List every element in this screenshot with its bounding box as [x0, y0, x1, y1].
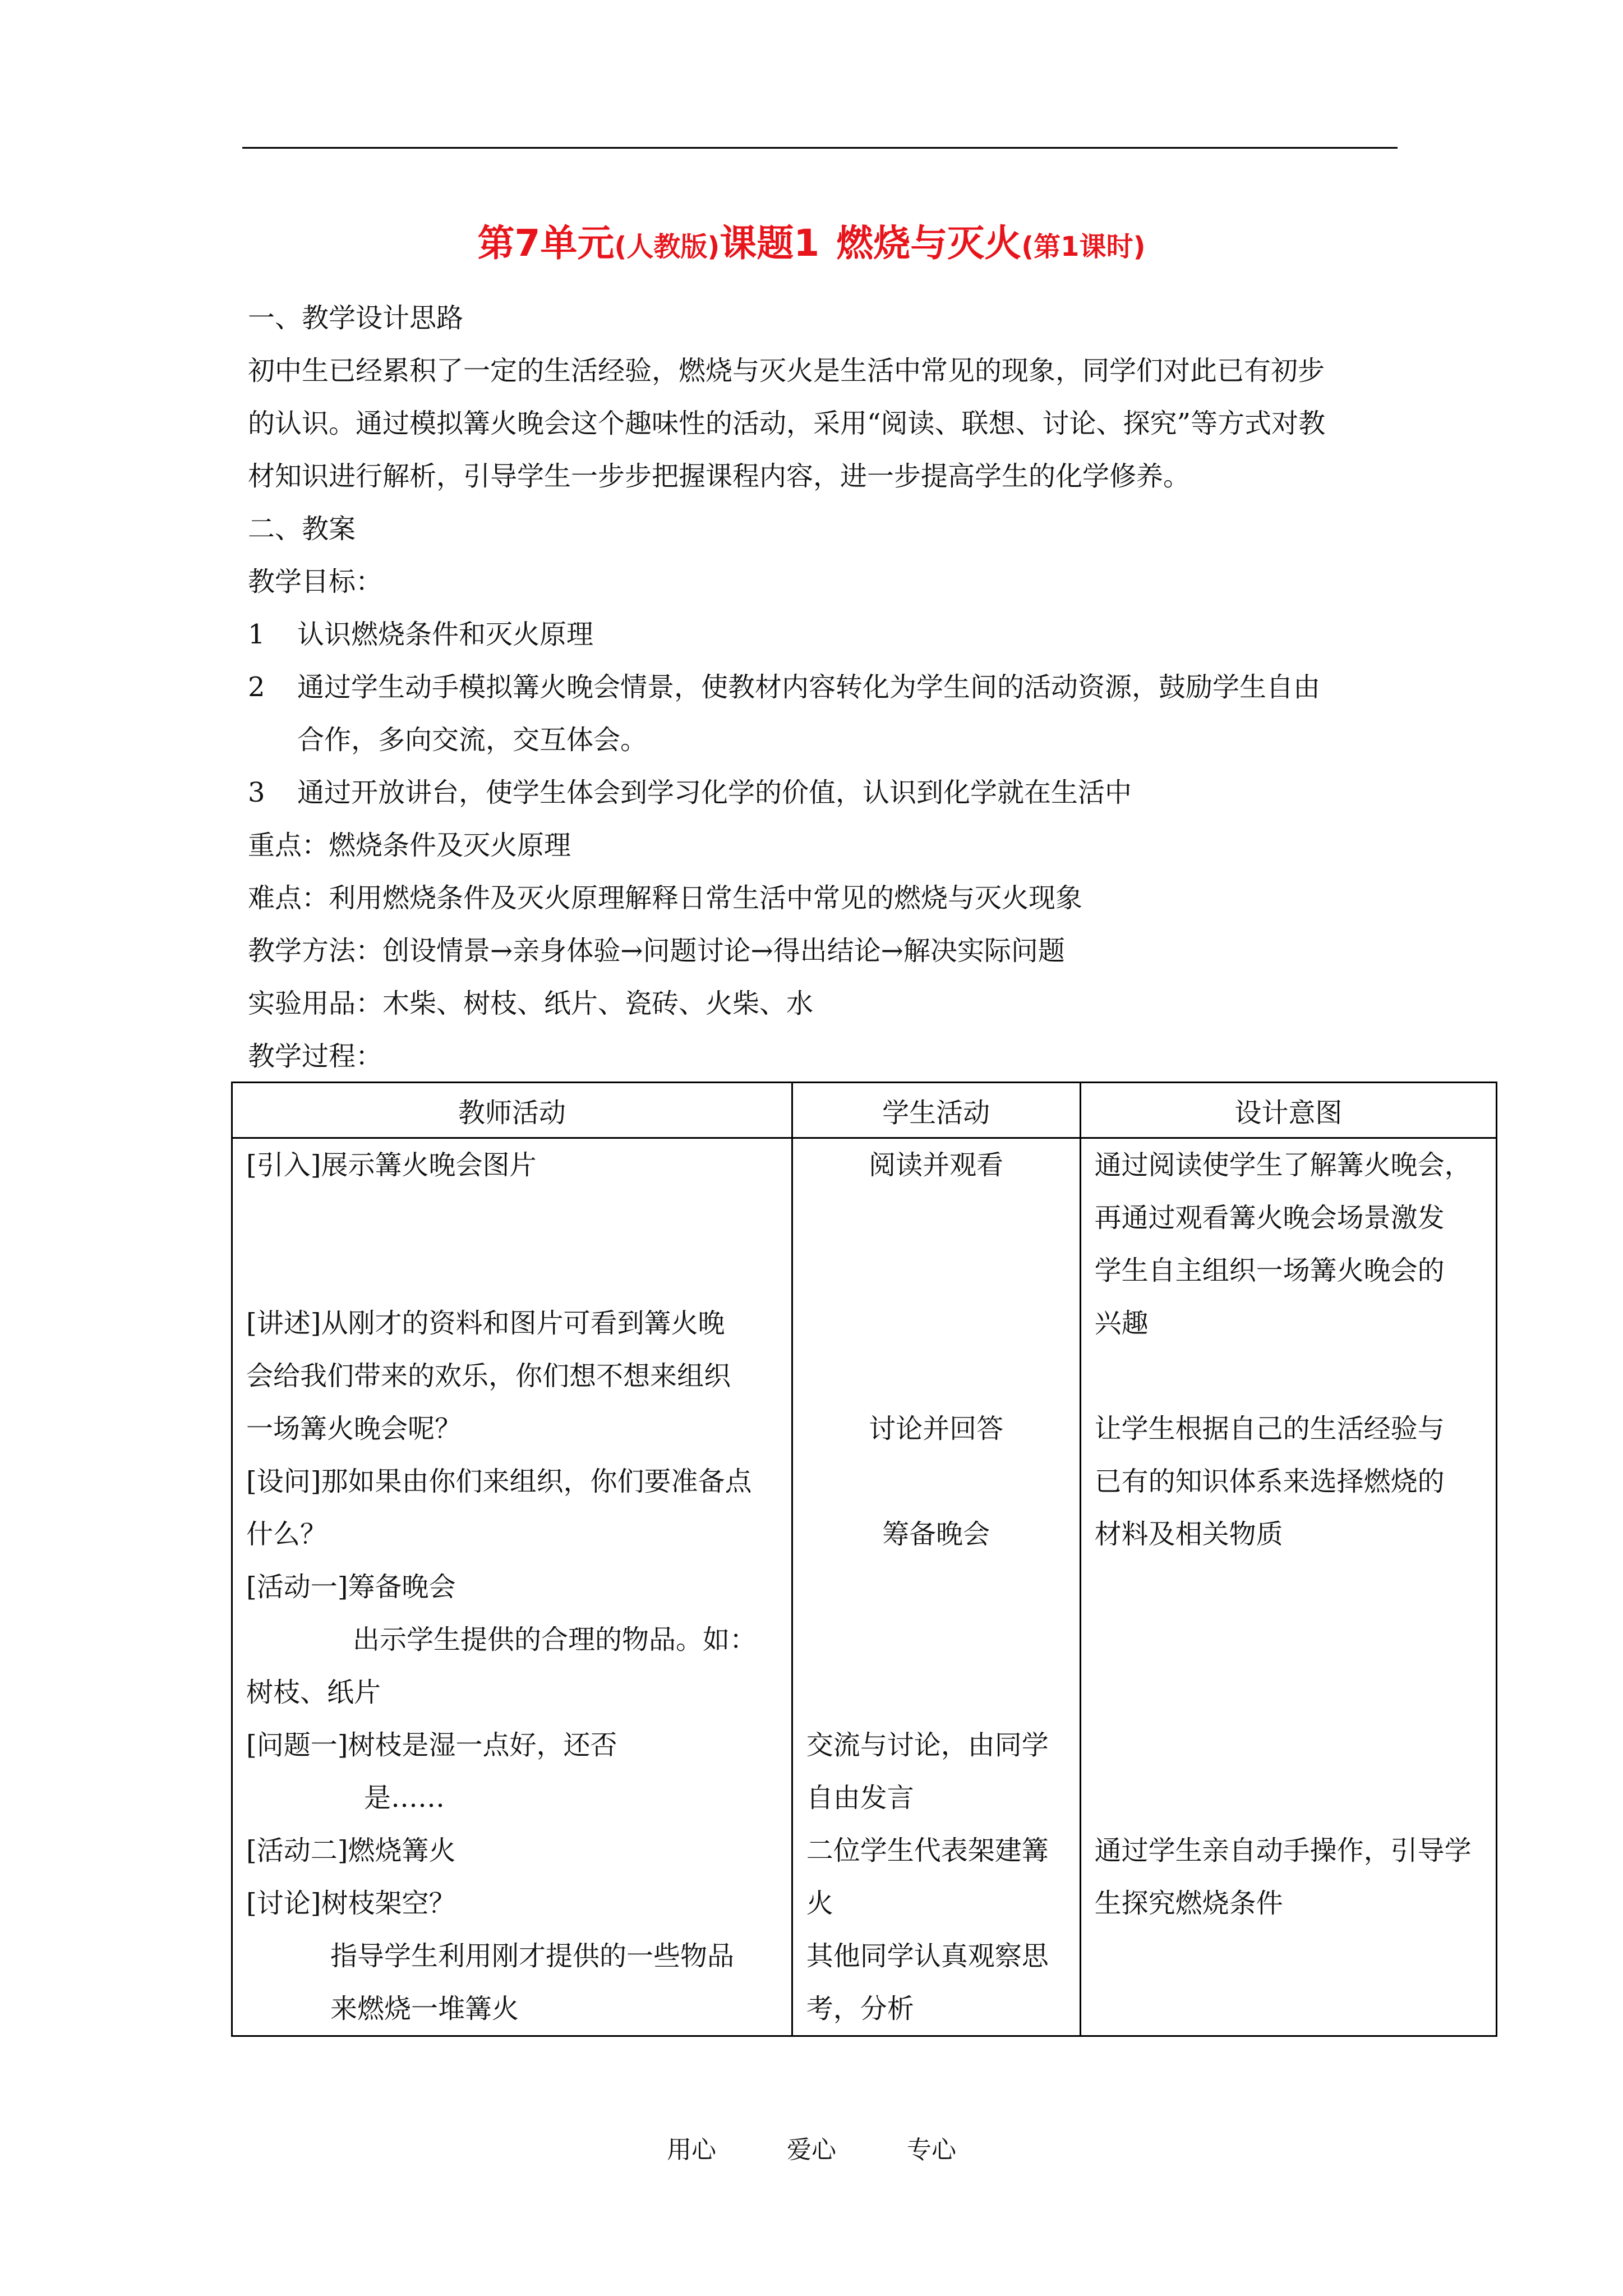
table-line: 阅读并观看 — [869, 1149, 1004, 1181]
section1-para-line: 初中生已经累积了一定的生活经验，燃烧与灭火是生活中常见的现象，同学们对此已有初步 — [248, 355, 1325, 386]
table-line — [1095, 1350, 1482, 1402]
table-line: [设问]那如果由你们来组织，你们要准备点 — [246, 1466, 752, 1497]
table-line: [活动一]筹备晚会 — [246, 1571, 456, 1603]
table-line — [806, 1297, 1066, 1350]
table-line — [806, 1666, 1066, 1719]
title-lesson: 课题1 — [720, 222, 820, 265]
table-line: [引入]展示篝火晚会图片 — [246, 1149, 537, 1181]
table-line: 再通过观看篝火晚会场景激发 — [1094, 1202, 1445, 1234]
table-line — [1095, 1666, 1482, 1719]
table-line — [806, 1191, 1066, 1244]
table-line: 材料及相关物质 — [1094, 1519, 1283, 1550]
table-line: 来燃烧一堆篝火 — [330, 1993, 519, 2024]
design-intent-cell — [1080, 1138, 1496, 2036]
table-line: 会给我们带来的欢乐，你们想不想来组织 — [246, 1360, 731, 1392]
table-line — [806, 1244, 1066, 1297]
goal-item — [248, 608, 1398, 661]
goal-text: 通过学生动手模拟篝火晚会情景，使教材内容转化为学生间的活动资源，鼓励学生自由 — [297, 671, 1321, 703]
table-line: 通过学生亲自动手操作，引导学 — [1094, 1835, 1472, 1866]
table-line: [讨论]树枝架空？ — [246, 1888, 456, 1919]
table-line: 兴趣 — [1094, 1308, 1149, 1339]
table-line — [806, 1561, 1066, 1613]
section1-para-line: 的认识。通过模拟篝火晚会这个趣味性的活动，采用“阅读、联想、讨论、探究”等方式对教 — [248, 408, 1326, 439]
table-line: 生探究燃烧条件 — [1094, 1888, 1283, 1919]
footer-item: 爱心 — [787, 2136, 836, 2164]
goals-label: 教学目标： — [248, 566, 383, 597]
goal-text: 通过开放讲台，使学生体会到学习化学的价值，认识到化学就在生活中 — [297, 777, 1132, 808]
teaching-method: 教学方法：创设情景→亲身体验→问题讨论→得出结论→解决实际问题 — [248, 935, 1065, 967]
table-line: 出示学生提供的合理的物品。如： — [353, 1624, 757, 1655]
table-line: [活动二]燃烧篝火 — [246, 1835, 456, 1866]
table-line: 学生自主组织一场篝火晚会的 — [1094, 1255, 1445, 1286]
title-period: (第1课时) — [1021, 231, 1146, 263]
table-line: 是…… — [364, 1782, 445, 1814]
table-line: 筹备晚会 — [882, 1519, 990, 1550]
header-student-activity: 学生活动 — [792, 1083, 1080, 1138]
table-line: 什么？ — [246, 1519, 328, 1550]
table-line — [806, 1350, 1066, 1402]
footer-item: 用心 — [667, 2136, 716, 2164]
section2-heading: 二、教案 — [248, 513, 356, 545]
table-line: 其他同学认真观察思 — [806, 1940, 1049, 1972]
document-title — [0, 213, 1623, 266]
table-row — [232, 1138, 1497, 2036]
section1-heading: 一、教学设计思路 — [248, 302, 464, 334]
goal-text: 认识燃烧条件和灭火原理 — [297, 619, 594, 650]
table-line: 通过阅读使学生了解篝火晚会， — [1094, 1149, 1472, 1181]
goal-number: 1 — [248, 619, 265, 650]
key-point: 重点：燃烧条件及灭火原理 — [248, 830, 571, 861]
table-line — [1095, 1719, 1482, 1772]
footer-item: 专心 — [907, 2136, 956, 2164]
table-line: [问题一]树枝是湿一点好，还否 — [246, 1729, 617, 1761]
page-footer — [0, 2129, 1623, 2165]
document-body — [248, 292, 1398, 1083]
goal-item — [248, 661, 1398, 714]
table-line — [246, 1244, 778, 1297]
table-line: 自由发言 — [806, 1782, 914, 1814]
table-line: 让学生根据自己的生活经验与 — [1094, 1413, 1445, 1444]
table-line — [246, 1191, 778, 1244]
table-line: 一场篝火晚会呢？ — [246, 1413, 462, 1444]
student-activity-cell — [792, 1138, 1080, 2036]
table-line: 考，分析 — [806, 1993, 914, 2024]
title-unit: 第7单元 — [477, 222, 615, 265]
table-line — [806, 1455, 1066, 1508]
table-line — [806, 1613, 1066, 1666]
difficulty: 难点：利用燃烧条件及灭火原理解释日常生活中常见的燃烧与灭火现象 — [248, 882, 1083, 914]
table-line: 讨论并回答 — [869, 1413, 1004, 1444]
table-line — [1095, 1613, 1482, 1666]
materials: 实验用品：木柴、树枝、纸片、瓷砖、火柴、水 — [248, 988, 814, 1019]
header-design-intent: 设计意图 — [1080, 1083, 1496, 1138]
section1-para-line: 材知识进行解析，引导学生一步步把握课程内容，进一步提高学生的化学修养。 — [248, 461, 1191, 492]
goal-number: 2 — [248, 671, 265, 703]
goal-item — [248, 766, 1398, 819]
table-line: 火 — [806, 1888, 833, 1919]
table-line — [1095, 1930, 1482, 1982]
title-topic: 燃烧与灭火 — [836, 222, 1022, 265]
table-line — [1095, 1982, 1482, 2035]
table-line — [1095, 1561, 1482, 1613]
table-line: 已有的知识体系来选择燃烧的 — [1094, 1466, 1445, 1497]
table-line: 指导学生利用刚才提供的一些物品 — [330, 1940, 735, 1972]
table-header-row — [232, 1083, 1497, 1138]
table-line: [讲述]从刚才的资料和图片可看到篝火晚 — [246, 1308, 725, 1339]
table-line: 树枝、纸片 — [246, 1677, 381, 1708]
header-rule — [242, 147, 1398, 149]
table-line: 交流与讨论，由同学 — [806, 1729, 1049, 1761]
title-edition: (人教版) — [614, 231, 720, 263]
process-label: 教学过程： — [248, 1041, 383, 1072]
table-line: 二位学生代表架建篝 — [806, 1835, 1049, 1866]
teacher-activity-cell — [232, 1138, 792, 2036]
teaching-process-table — [231, 1082, 1497, 2037]
goal-text-continued: 合作，多向交流，交互体会。 — [297, 724, 648, 756]
header-teacher-activity: 教师活动 — [232, 1083, 792, 1138]
goal-number: 3 — [248, 777, 265, 808]
table-line — [1095, 1772, 1482, 1824]
